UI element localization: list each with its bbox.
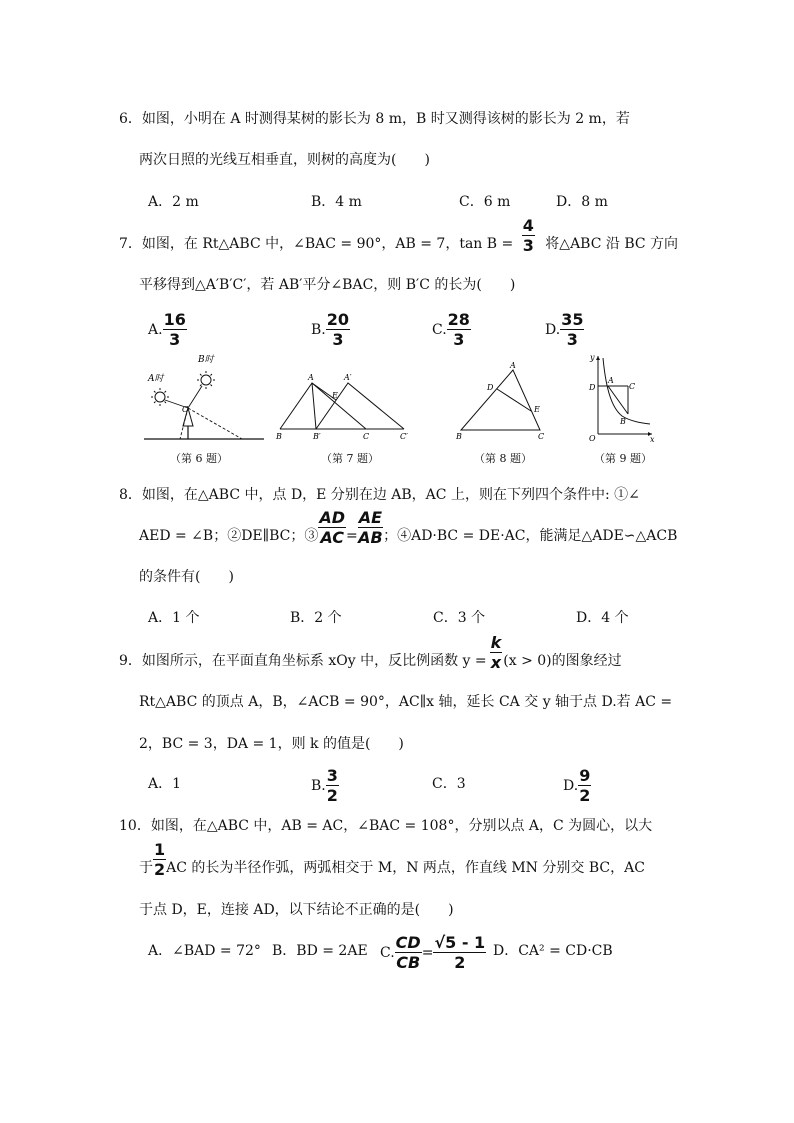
q9-k-num: k bbox=[490, 633, 502, 652]
q9-option-b-den: 2 bbox=[326, 786, 338, 805]
q9-option-d-prefix: D. bbox=[563, 778, 579, 794]
q9-k-den: x bbox=[490, 653, 502, 672]
fig8-triangle-abc bbox=[461, 370, 540, 430]
q10-option-c bbox=[380, 935, 486, 971]
q7-tan-num: 4 bbox=[522, 216, 534, 235]
q10-fraction-root5 bbox=[433, 935, 486, 971]
q8-fraction-ae-ab bbox=[358, 510, 383, 546]
q8-option-d: D．4 个 bbox=[576, 610, 629, 626]
q6-option-a: A．2 m bbox=[148, 194, 199, 210]
q9-option-b-prefix: B. bbox=[311, 778, 326, 794]
q7-tan-den: 3 bbox=[522, 236, 534, 255]
q10-half-den: 2 bbox=[154, 860, 166, 879]
fig6-label-a: A时 bbox=[148, 374, 164, 384]
fig7-label-b: B bbox=[276, 432, 282, 441]
q10-line3: 于点 D，E，连接 AD，以下结论不正确的是( ) bbox=[139, 902, 454, 918]
q6-option-b: B．4 m bbox=[311, 194, 362, 210]
q7-line1 bbox=[119, 216, 679, 255]
q7-option-b-fraction bbox=[326, 312, 350, 348]
fig8-segment-de bbox=[497, 389, 531, 411]
fig6-sun-a-icon bbox=[151, 388, 169, 406]
q9-line3: 2，BC = 3，DA = 1，则 k 的值是( ) bbox=[139, 736, 404, 752]
figure-6 bbox=[140, 350, 268, 445]
q10-c-root-den: 2 bbox=[454, 953, 466, 972]
fig9-caption: （第 9 题） bbox=[594, 452, 652, 465]
fig7-label-b-prime: B′ bbox=[313, 432, 321, 441]
q10-half-num: 1 bbox=[154, 840, 166, 859]
q9-fraction-k-x bbox=[490, 635, 503, 671]
q7-option-a-den: 3 bbox=[169, 330, 181, 349]
fig9-label-x: x bbox=[650, 435, 655, 444]
q8-fraction-ad-ac bbox=[318, 510, 346, 546]
fig7-label-a: A bbox=[308, 373, 314, 382]
fig7-label-c-prime: C′ bbox=[400, 432, 408, 441]
q10-line2-a: 于 bbox=[139, 860, 153, 876]
q7-line1-b: 将△ABC 沿 BC 方向 bbox=[545, 236, 679, 252]
q7-option-d-den: 3 bbox=[566, 330, 578, 349]
q7-option-d-fraction bbox=[560, 312, 584, 348]
q7-option-b bbox=[311, 312, 350, 348]
fig9-label-b: B bbox=[620, 417, 626, 426]
fig8-label-c: C bbox=[538, 432, 545, 441]
q10-line2-b: AC 的长为半径作弧，两弧相交于 M，N 两点，作直线 MN 分别交 BC，AC bbox=[166, 860, 645, 876]
q9-option-b-num: 3 bbox=[326, 766, 338, 785]
fig8-label-e: E bbox=[534, 405, 540, 414]
fig9-y-arrow-icon bbox=[596, 356, 600, 360]
q10-c-root-num: √5 - 1 bbox=[434, 933, 486, 952]
q10-c-num: CD bbox=[395, 933, 421, 952]
fig7-label-a-prime: A′ bbox=[344, 373, 352, 382]
figure-7 bbox=[270, 372, 418, 442]
fig7-segment-ab1 bbox=[312, 383, 316, 429]
fig7-triangle-a1b1c1 bbox=[316, 383, 404, 429]
q7-option-d-prefix: D. bbox=[545, 322, 561, 338]
q6-option-d: D．8 m bbox=[556, 194, 608, 210]
fig8-label-a: A bbox=[510, 361, 516, 370]
q9-option-a: A．1 bbox=[148, 776, 182, 792]
q8-line2 bbox=[139, 508, 678, 547]
fig6-sun-b-icon bbox=[197, 371, 215, 389]
q9-option-b-fraction bbox=[326, 768, 339, 804]
q10-option-a: A．∠BAD = 72° bbox=[148, 943, 261, 959]
q10-c-equals: = bbox=[421, 945, 434, 961]
q9-option-d-fraction bbox=[578, 768, 591, 804]
q10-fraction-half bbox=[153, 842, 166, 878]
fig9-label-o: O bbox=[589, 434, 596, 443]
q7-line2: 平移得到△A′B′C′，若 AB′平分∠BAC，则 B′C 的长为( ) bbox=[139, 277, 516, 293]
q6-option-c: C．6 m bbox=[459, 194, 511, 210]
q10-option-b: B．BD = 2AE bbox=[272, 943, 368, 959]
q9-option-c: C．3 bbox=[432, 776, 466, 792]
q8-line1: 8．如图，在△ABC 中，点 D，E 分别在边 AB，AC 上，则在下列四个条件中: ①∠ bbox=[119, 487, 640, 503]
fig9-hyperbola-curve bbox=[603, 358, 650, 424]
fig6-ray-b-upper bbox=[188, 386, 202, 408]
q7-option-a-fraction bbox=[163, 312, 187, 348]
q7-option-a-prefix: A. bbox=[148, 322, 163, 338]
q6-line1: 6．如图，小明在 A 时测得某树的影长为 8 m，B 时又测得该树的影长为 2 m，若 bbox=[119, 111, 630, 127]
q10-c-den: CB bbox=[396, 953, 421, 972]
fig7-label-c: C bbox=[363, 432, 370, 441]
q7-option-c-den: 3 bbox=[453, 330, 465, 349]
q7-option-b-num: 20 bbox=[326, 310, 350, 329]
q10-line2 bbox=[139, 840, 645, 879]
fig7-label-e: E bbox=[332, 391, 338, 400]
fig6-caption: （第 6 题） bbox=[170, 452, 228, 465]
q9-line2: Rt△ABC 的顶点 A，B，∠ACB = 90°，AC∥x 轴，延长 CA 交 y 轴于点 D.若 AC = bbox=[139, 694, 673, 710]
q8-option-b: B．2 个 bbox=[290, 610, 342, 626]
fig8-label-d: D bbox=[487, 383, 494, 392]
q10-line1: 10．如图，在△ABC 中，AB = AC，∠BAC = 108°，分别以点 A，C 为圆心，以大 bbox=[119, 818, 653, 834]
q9-option-d-num: 9 bbox=[579, 766, 591, 785]
q7-tan-fraction bbox=[522, 218, 535, 254]
q7-line1-a: 7．如图，在 Rt△ABC 中，∠BAC = 90°，AB = 7，tan B = bbox=[119, 236, 514, 252]
q8-f2-num: AE bbox=[358, 508, 383, 527]
q10-option-d: D．CA² = CD·CB bbox=[493, 943, 613, 959]
fig9-label-a: A bbox=[608, 376, 614, 385]
q7-option-d bbox=[545, 312, 584, 348]
fig8-label-b: B bbox=[456, 432, 462, 441]
q7-option-a bbox=[148, 312, 187, 348]
fig9-label-d: D bbox=[589, 383, 596, 392]
q8-f2-den: AB bbox=[358, 528, 383, 547]
q8-option-a: A．1 个 bbox=[148, 610, 200, 626]
figure-9 bbox=[584, 350, 660, 444]
fig6-label-c: C bbox=[182, 405, 189, 414]
q8-line3: 的条件有( ) bbox=[139, 569, 234, 585]
fig9-label-c: C bbox=[629, 382, 636, 391]
q7-option-c-num: 28 bbox=[447, 310, 470, 329]
q10-fraction-cd-cb bbox=[395, 935, 422, 971]
q8-f1-den: AC bbox=[320, 528, 345, 547]
fig7-triangle-abc bbox=[280, 383, 366, 429]
fig6-ray-a-shadow bbox=[188, 408, 242, 439]
q9-line1 bbox=[119, 633, 622, 672]
q8-option-c: C．3 个 bbox=[433, 610, 486, 626]
fig8-caption: （第 8 题） bbox=[474, 452, 532, 465]
figure-8 bbox=[452, 358, 552, 442]
q6-line2: 两次日照的光线互相垂直，则树的高度为( ) bbox=[139, 152, 430, 168]
q10-option-c-prefix: C. bbox=[380, 945, 395, 961]
q9-option-d bbox=[563, 768, 591, 804]
q9-option-b bbox=[311, 768, 339, 804]
q9-line1-a: 9．如图所示，在平面直角坐标系 xOy 中，反比例函数 y = bbox=[119, 653, 487, 669]
q8-f1-num: AD bbox=[319, 508, 346, 527]
fig9-label-y: y bbox=[590, 353, 595, 362]
q8-equals: = bbox=[346, 528, 358, 544]
q7-option-d-num: 35 bbox=[561, 310, 584, 329]
q7-option-a-num: 16 bbox=[163, 310, 186, 329]
q7-option-c-fraction bbox=[447, 312, 471, 348]
q9-line1-b: (x > 0)的图象经过 bbox=[503, 653, 622, 669]
q7-option-b-den: 3 bbox=[332, 330, 344, 349]
q8-line2-a: AED = ∠B；②DE∥BC；③ bbox=[139, 528, 319, 544]
q8-line2-b: ；④AD·BC = DE·AC，能满足△ADE∽△ACB bbox=[383, 528, 678, 544]
q7-option-c-prefix: C. bbox=[432, 322, 447, 338]
q7-option-c bbox=[432, 312, 471, 348]
q9-option-d-den: 2 bbox=[579, 786, 591, 805]
q7-option-b-prefix: B. bbox=[311, 322, 326, 338]
fig7-caption: （第 7 题） bbox=[321, 452, 379, 465]
fig6-label-b: B时 bbox=[198, 355, 214, 365]
